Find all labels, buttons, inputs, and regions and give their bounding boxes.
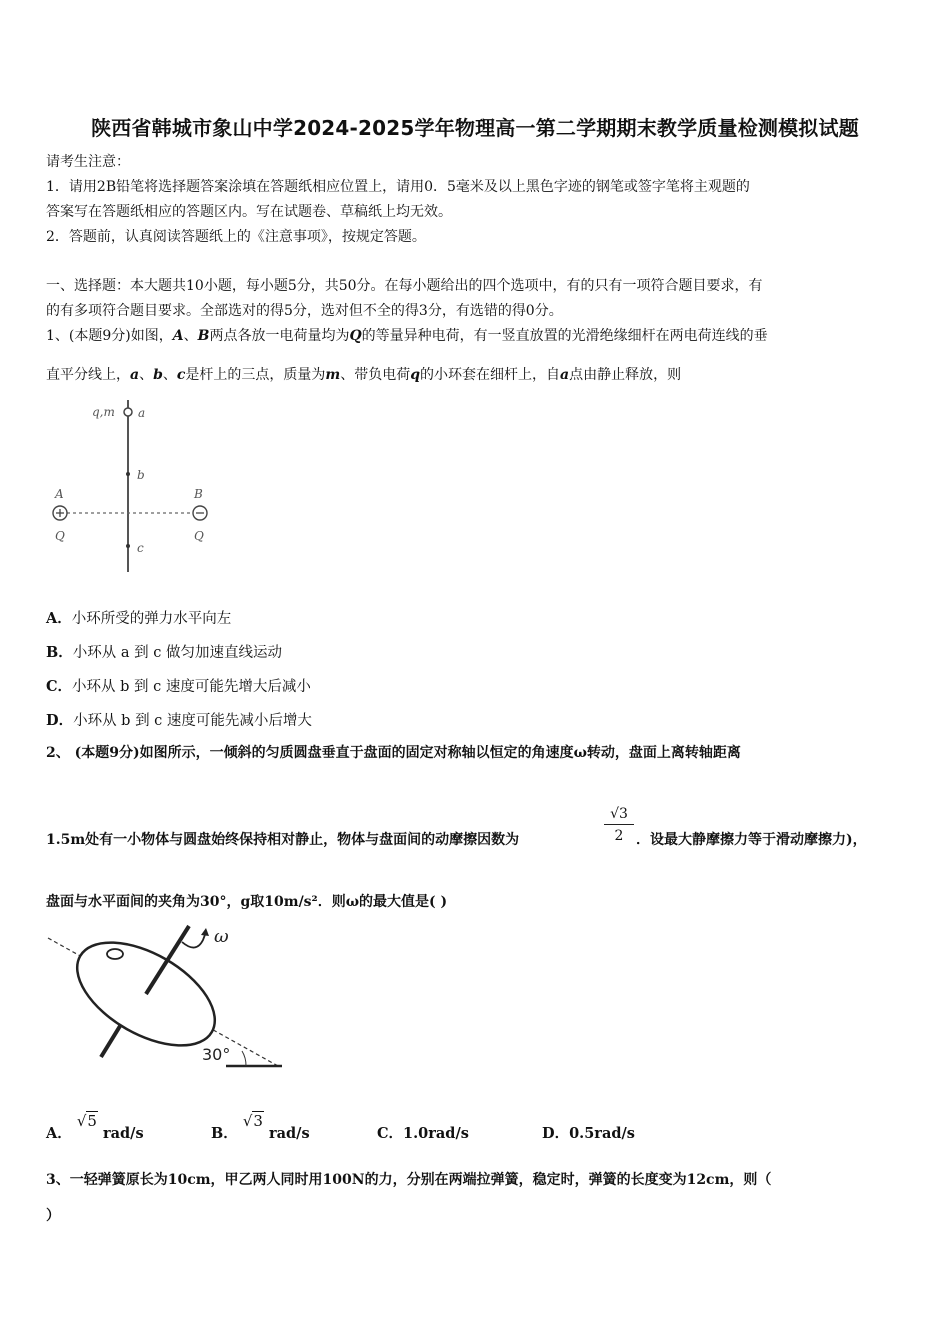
q1-option-a-text: 小环所受的弹力水平向左 bbox=[71, 611, 232, 627]
q2-line-1: 2、 (本题9分)如图所示，一倾斜的匀质圆盘垂直于盘面的固定对称轴以恒定的角速度ω转动，盘面上离转轴距离 bbox=[46, 745, 741, 761]
notice-line-1b: 答案写在答题纸相应的答题区内。写在试题卷、草稿纸上均无效。 bbox=[46, 204, 452, 220]
q1-l2-mid: 是杆上的三点，质量为 bbox=[185, 367, 326, 383]
q2-option-b-radicand: 3 bbox=[253, 1112, 263, 1130]
q1-label-qm: q,m bbox=[92, 405, 115, 419]
q1-option-b-label: B． bbox=[46, 644, 73, 661]
q1-a2: a bbox=[560, 367, 570, 383]
q2-option-a-label: A． bbox=[46, 1125, 72, 1142]
q2-option-a-unit: rad/s bbox=[103, 1125, 144, 1142]
q2-line-2b: ．设最大静摩擦力等于滑动摩擦力)， bbox=[636, 832, 867, 848]
q2-frac-num: √3 bbox=[604, 804, 634, 825]
q1-figure bbox=[46, 396, 226, 578]
q2-option-b[interactable] bbox=[211, 1112, 310, 1143]
q2-option-a-sqrt: √5 bbox=[76, 1112, 97, 1130]
q2-small-object bbox=[107, 949, 123, 959]
q1-label-c: c bbox=[137, 541, 144, 555]
q2-option-d-text: 0.5rad/s bbox=[569, 1125, 635, 1142]
q2-figure bbox=[46, 920, 296, 1075]
q1-pa: a bbox=[130, 367, 140, 383]
q2-option-b-label: B． bbox=[211, 1125, 238, 1142]
q1-label-b: b bbox=[137, 468, 145, 482]
q2-option-c[interactable] bbox=[377, 1122, 469, 1143]
q1-point-a: A bbox=[172, 328, 184, 344]
q2-option-d[interactable] bbox=[542, 1122, 635, 1143]
q1-option-a-label: A． bbox=[46, 610, 72, 627]
q1-ring bbox=[124, 408, 132, 416]
q1-l2-mid2: 、带负电荷 bbox=[340, 367, 411, 383]
q1-option-c-text: 小环从 b 到 c 速度可能先增大后减小 bbox=[72, 679, 311, 695]
q3-line-2: ） bbox=[46, 1208, 60, 1224]
section-intro-1: 一、选择题：本大题共10小题，每小题5分，共50分。在每小题给出的四个选项中，有的只有一项符合题目要求，有 bbox=[46, 278, 763, 294]
q2-omega-label: ω bbox=[214, 926, 229, 947]
q2-option-b-unit: rad/s bbox=[269, 1125, 310, 1142]
q1-point-b: B bbox=[197, 328, 210, 344]
q1-text-1: 两点各放一电荷量均为 bbox=[209, 328, 350, 344]
q2-angle-arc bbox=[242, 1051, 246, 1066]
q2-option-c-label: C． bbox=[377, 1125, 404, 1142]
q1-c1: 、 bbox=[139, 367, 154, 383]
q1-label-Q2: Q bbox=[194, 529, 204, 543]
q1-c2: 、 bbox=[162, 367, 177, 383]
q2-frac-den: 2 bbox=[614, 828, 624, 844]
q2-option-c-text: 1.0rad/s bbox=[403, 1125, 469, 1142]
q2-option-a[interactable] bbox=[46, 1112, 144, 1143]
q2-line-2a: 1.5m处有一小物体与圆盘始终保持相对静止，物体与盘面间的动摩擦因数为 bbox=[46, 832, 520, 848]
q1-option-a[interactable] bbox=[46, 607, 231, 628]
notice-heading: 请考生注意： bbox=[46, 154, 130, 170]
q1-label-Q1: Q bbox=[55, 529, 65, 543]
q2-line-3: 盘面与水平面间的夹角为30°，g取10m/s²．则ω的最大值是( ) bbox=[46, 894, 448, 910]
q3-line-1: 3、一轻弹簧原长为10cm，甲乙两人同时用100N的力，分别在两端拉弹簧，稳定时，弹簧的长度变为12cm，则（ bbox=[46, 1172, 772, 1188]
q1-label-a: a bbox=[138, 406, 146, 420]
q2-fraction bbox=[604, 804, 634, 847]
notice-line-2: 2．答题前，认真阅读答题纸上的《注意事项》，按规定答题。 bbox=[46, 229, 426, 245]
q1-line-2 bbox=[46, 365, 681, 385]
section-intro-2: 的有多项符合题目要求。全部选对的得5分，选对但不全的得3分，有选错的得0分。 bbox=[46, 303, 563, 319]
q1-dot-c bbox=[126, 544, 130, 548]
q1-pc: c bbox=[176, 367, 186, 383]
q1-mass: m bbox=[325, 367, 341, 383]
q2-option-a-radicand: 5 bbox=[87, 1112, 97, 1130]
q1-l2-end: 点由静止释放，则 bbox=[569, 367, 682, 383]
q1-option-d-label: D． bbox=[46, 712, 74, 729]
q1-label-B: B bbox=[194, 487, 203, 501]
q1-option-b[interactable] bbox=[46, 641, 282, 662]
q1-l2-pre: 直平分线上， bbox=[46, 367, 130, 383]
q1-option-d-text: 小环从 b 到 c 速度可能先减小后增大 bbox=[73, 713, 312, 729]
q1-charge-q: Q bbox=[349, 328, 362, 344]
q1-label-A: A bbox=[55, 487, 64, 501]
q1-option-b-text: 小环从 a 到 c 做匀加速直线运动 bbox=[72, 645, 282, 661]
q1-charge-small-q: q bbox=[410, 367, 421, 383]
q1-pb: b bbox=[153, 367, 163, 383]
q2-option-d-label: D． bbox=[542, 1125, 570, 1142]
q1-text-2: 的等量异种电荷，有一竖直放置的光滑绝缘细杆在两电荷连线的垂 bbox=[361, 328, 768, 344]
q1-dot-b bbox=[126, 472, 130, 476]
q1-option-d[interactable] bbox=[46, 709, 312, 730]
q1-sep: 、 bbox=[183, 328, 198, 344]
q2-angle-label: 30° bbox=[202, 1045, 231, 1064]
q1-option-c-label: C． bbox=[46, 678, 73, 695]
page-title: 陕西省韩城市象山中学2024-2025学年物理高一第二学期期末教学质量检测模拟试题 bbox=[91, 116, 859, 140]
q1-option-c[interactable] bbox=[46, 675, 311, 696]
q1-l2-mid3: 的小环套在细杆上，自 bbox=[420, 367, 561, 383]
notice-line-1a: 1．请用2B铅笔将选择题答案涂填在答题纸相应位置上，请用0．5毫米及以上黑色字迹的钢笔或签字笔将主观题的 bbox=[46, 179, 750, 195]
q1-line-1 bbox=[46, 326, 768, 346]
q1-prefix: 1、(本题9分)如图， bbox=[46, 328, 173, 344]
q2-option-b-sqrt: √3 bbox=[242, 1112, 263, 1130]
